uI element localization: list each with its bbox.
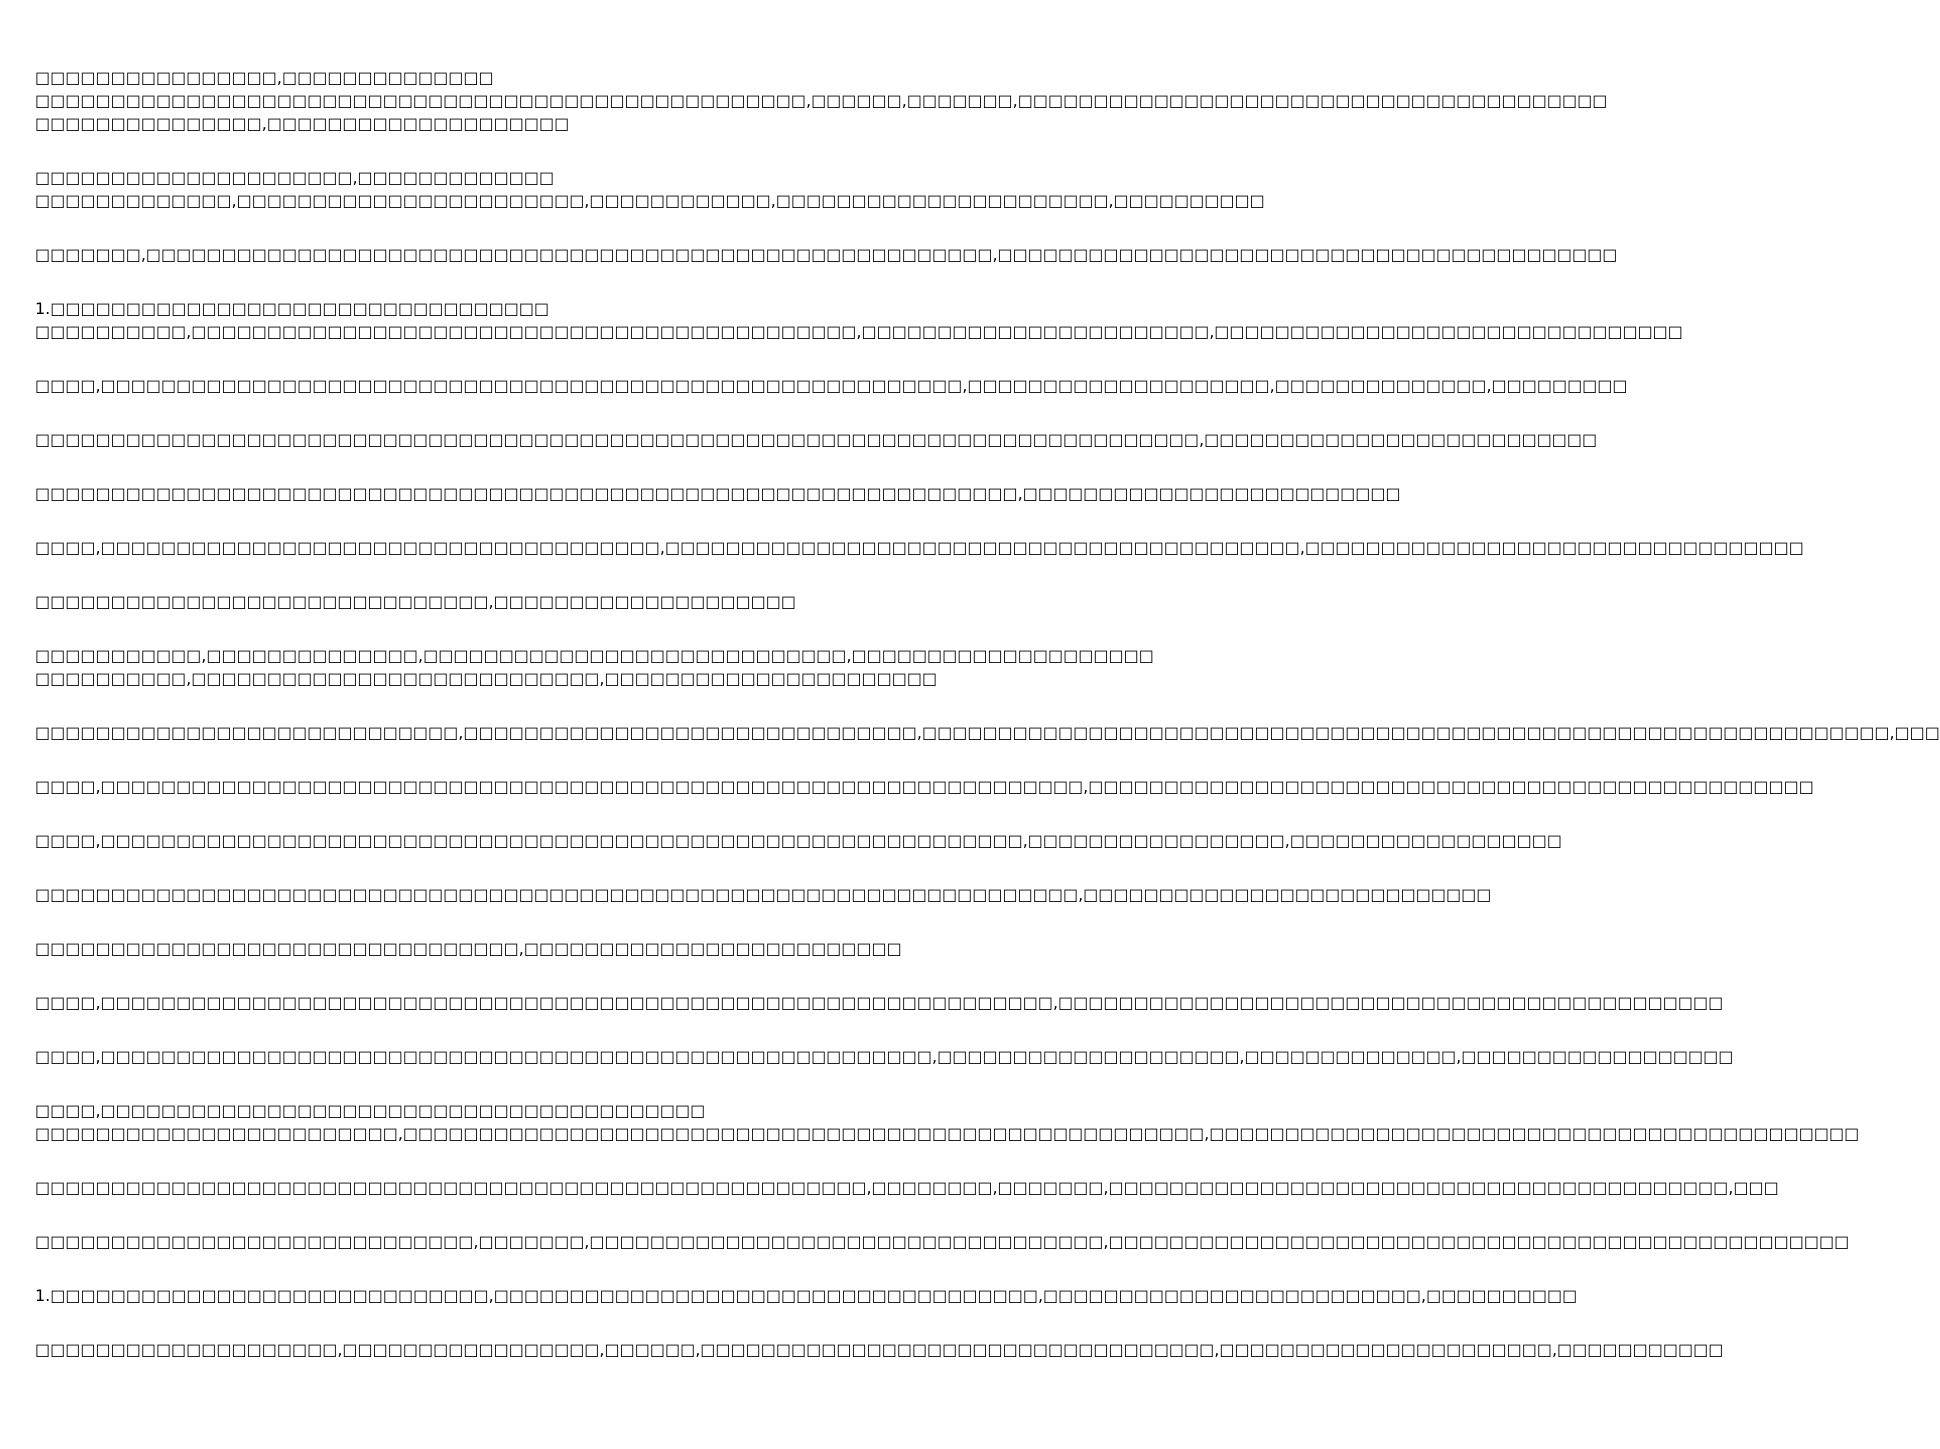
text-line: □□□□□□□□□□□□□□□□□□□□□□□□□□□□□□□□□□□□□□□□□□□□□□□□□□□,□□□□□□,□□□□□□□,□□□□□□□□□□□□□□□□□□□□□□□□□□□□□□□□□□□□□□□ bbox=[35, 91, 1608, 110]
paragraph bbox=[35, 644, 1154, 690]
paragraph bbox=[35, 1099, 1860, 1145]
text-line: □□□□,□□□□□□□□□□□□□□□□□□□□□□□□□□□□□□□□□□□□□□□□□□□□□□□□□□□□□□□□□,□□□□□□□□□□□□□□□□□□□□,□□□□□□□□□□□□□□,□□□□□□□□□ bbox=[35, 376, 1628, 395]
text-line: □□□□,□□□□□□□□□□□□□□□□□□□□□□□□□□□□□□□□□□□□□□□□□□□□□□□□□□□□□□□□□□□□□,□□□□□□□□□□□□□□□□□,□□□□□□□□□□□□□□□□□□ bbox=[35, 831, 1562, 850]
text-line: □□□□□□□,□□□□□□□□□□□□□□□□□□□□□□□□□□□□□□□□□□□□□□□□□□□□□□□□□□□□□□□□,□□□□□□□□□□□□□□□□□□□□□□□□□□□□□□□□□□□□□□□□□ bbox=[35, 245, 1618, 264]
paragraph bbox=[35, 721, 1940, 744]
text-line: □□□□□□□□□□□,□□□□□□□□□□□□□□,□□□□□□□□□□□□□□□□□□□□□□□□□□□□,□□□□□□□□□□□□□□□□□□□□ bbox=[35, 646, 1154, 665]
text-line: □□□□□□□□□□□□□□□□□□□□□□□□□□□□□□,□□□□□□□□□□□□□□□□□□□□ bbox=[35, 592, 796, 611]
text-line: □□□□□□□□□□□□□□□□,□□□□□□□□□□□□□□ bbox=[35, 68, 494, 87]
text-line: □□□□□□□□□□,□□□□□□□□□□□□□□□□□□□□□□□□□□□□□□□□□□□□□□□□□□□□,□□□□□□□□□□□□□□□□□□□□□□□,□□□□□□□□□□□□□□□□□□□□□□□□□□□□□□□ bbox=[35, 322, 1683, 341]
text-line: □□□□□□□□□□□□□□□□□□□□□□□□,□□□□□□□□□□□□□□□□□□□□□□□□□□□□□□□□□□□□□□□□□□□□□□□□□□□□□,□□□□□□□□□□□□□□□□□□□□□□□□□□□□□□□□□□□□□□□□□□□ bbox=[35, 1124, 1860, 1143]
text-line: □□□□,□□□□□□□□□□□□□□□□□□□□□□□□□□□□□□□□□□□□□,□□□□□□□□□□□□□□□□□□□□□□□□□□□□□□□□□□□□□□□□□□,□□□□□□□□□□□□□□□□□□□□□□□□□□□□□□□□□ bbox=[35, 538, 1804, 557]
text-line: □□□□□□□□□□,□□□□□□□□□□□□□□□□□□□□□□□□□□□,□□□□□□□□□□□□□□□□□□□□□□ bbox=[35, 669, 938, 688]
paragraph bbox=[35, 243, 1618, 266]
text-line: □□□□□□□□□□□□□□□□□□□□□□□□□□□□□,□□□□□□□,□□□□□□□□□□□□□□□□□□□□□□□□□□□□□□□□□□,□□□□□□□□□□□□□□□□□□□□□□□□□□□□□□□□□□□□□□□□□□□□□□□□□ bbox=[35, 1232, 1850, 1251]
text-line: □□□□□□□□□□□□□,□□□□□□□□□□□□□□□□□□□□□□□,□□□□□□□□□□□□,□□□□□□□□□□□□□□□□□□□□□□,□□□□□□□□□□ bbox=[35, 191, 1265, 210]
paragraph bbox=[35, 1338, 1724, 1361]
text-line: □□□□□□□□□□□□□□□□□□□□□□□□□□□□□□□□□□□□□□□□□□□□□□□□□□□□□□□□□□□□□□□□□□□□□□□□□□□□□,□□□□□□□□□□□□□□□□□□□□□□□□□□ bbox=[35, 430, 1598, 449]
text-line: □□□□,□□□□□□□□□□□□□□□□□□□□□□□□□□□□□□□□□□□□□□□□□□□□□□□□□□□□□□□,□□□□□□□□□□□□□□□□□□□□,□□□□□□□□□□□□□□,□□□□□□□□□□□□□□□□□□ bbox=[35, 1047, 1734, 1066]
paragraph bbox=[35, 590, 989, 613]
paragraph bbox=[35, 1045, 1734, 1068]
text-line: □□□□□□□□□□□□□□□□□□□□□□□□□□□□□□□□□□□□□□□□□□□□□□□□□□□□□□□□□□□□□□□□□□□□□,□□□□□□□□□□□□□□□□□□□□□□□□□□□ bbox=[35, 885, 1492, 904]
paragraph bbox=[35, 775, 1814, 798]
text-line: □□□□□□□□□□□□□□□□□□□□□,□□□□□□□□□□□□□ bbox=[35, 168, 555, 187]
text-line: □□□□,□□□□□□□□□□□□□□□□□□□□□□□□□□□□□□□□□□□□□□□□ bbox=[35, 1101, 706, 1120]
text-line: 1.□□□□□□□□□□□□□□□□□□□□□□□□□□□□□□□□□ bbox=[35, 299, 550, 318]
text-line: □□□□□□□□□□□□□□□□□□□□□□□□□□□□□□□□,□□□□□□□□□□□□□□□□□□□□□□□□□ bbox=[35, 939, 902, 958]
text-line: 1.□□□□□□□□□□□□□□□□□□□□□□□□□□□□□,□□□□□□□□□□□□□□□□□□□□□□□□□□□□□□□□□□□□,□□□□□□□□□□□□□□□□□□□□□□□□□,□□□□□□□□□□ bbox=[35, 1286, 1578, 1305]
text-line: □□□□□□□□□□□□□□□,□□□□□□□□□□□□□□□□□□□□ bbox=[35, 114, 570, 133]
paragraph bbox=[35, 482, 1401, 505]
paragraph bbox=[35, 166, 1265, 212]
paragraph bbox=[35, 374, 1628, 397]
paragraph bbox=[35, 1176, 1779, 1199]
paragraph bbox=[35, 829, 1562, 852]
text-line: □□□□,□□□□□□□□□□□□□□□□□□□□□□□□□□□□□□□□□□□□□□□□□□□□□□□□□□□□□□□□□□□□□□□,□□□□□□□□□□□□□□□□□□□□□□□□□□□□□□□□□□□□□□□□□□□□ bbox=[35, 993, 1724, 1012]
paragraph bbox=[35, 66, 1608, 135]
paragraph bbox=[35, 883, 1492, 906]
paragraph bbox=[35, 991, 1724, 1014]
text-line: □□□□,□□□□□□□□□□□□□□□□□□□□□□□□□□□□□□□□□□□□□□□□□□□□□□□□□□□□□□□□□□□□□□□□□,□□□□□□□□□□□□□□□□□□□□□□□□□□□□□□□□□□□□□□□□□□□□□□□□ bbox=[35, 777, 1814, 796]
text-line: □□□□□□□□□□□□□□□□□□□□□□□□□□□□□□□□□□□□□□□□□□□□□□□□□□□□□□□,□□□□□□□□,□□□□□□□,□□□□□□□□□□□□□□□□□□□□□□□□□□□□□□□□□□□□□□□□□,□□□ bbox=[35, 1178, 1779, 1197]
paragraph bbox=[35, 1230, 1850, 1253]
paragraph bbox=[35, 428, 1598, 451]
text-line: □□□□□□□□□□□□□□□□□□□□□□□□□□□□,□□□□□□□□□□□□□□□□□□□□□□□□□□□□□□,□□□□□□□□□□□□□□□□□□□□□□□□□□□□□□□□□□□□□□□□□□□□□□□□□□□□□□□□□□□□□□□□,□□□ bbox=[35, 723, 1940, 742]
paragraph bbox=[35, 1284, 1578, 1307]
document-body bbox=[35, 66, 1940, 1392]
paragraph bbox=[35, 536, 1804, 559]
paragraph bbox=[35, 297, 1683, 343]
paragraph bbox=[35, 937, 989, 960]
text-line: □□□□□□□□□□□□□□□□□□□□,□□□□□□□□□□□□□□□□□,□□□□□□,□□□□□□□□□□□□□□□□□□□□□□□□□□□□□□□□□□,□□□□□□□□□□□□□□□□□□□□□□,□□□□□□□□□□□ bbox=[35, 1340, 1724, 1359]
text-line: □□□□□□□□□□□□□□□□□□□□□□□□□□□□□□□□□□□□□□□□□□□□□□□□□□□□□□□□□□□□□□□□□,□□□□□□□□□□□□□□□□□□□□□□□□□ bbox=[35, 484, 1401, 503]
